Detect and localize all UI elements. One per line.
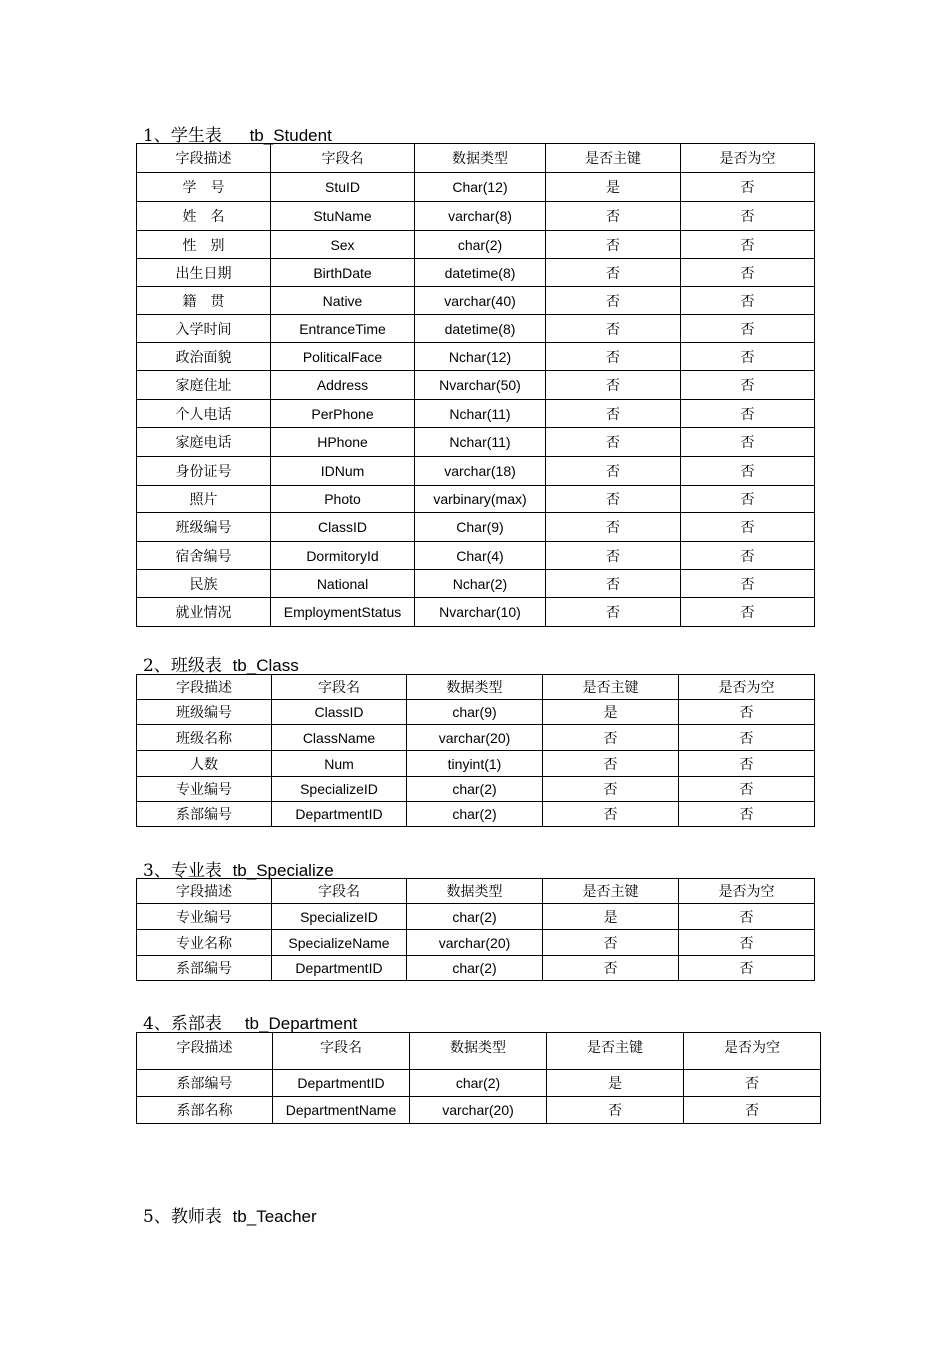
table-cell: Nchar(11) (415, 428, 546, 457)
table-cell: 否 (546, 570, 681, 598)
table-cell: varbinary(max) (415, 486, 546, 513)
table-cell: 否 (543, 956, 679, 981)
table-cell: StuName (271, 202, 415, 231)
table-cell: char(2) (407, 904, 543, 930)
student-table (136, 143, 815, 627)
table-row (137, 956, 815, 981)
header-row (137, 144, 815, 173)
table-cell: PoliticalFace (271, 343, 415, 371)
column-header: 数据类型 (410, 1033, 547, 1070)
column-header: 是否主键 (543, 675, 679, 700)
table-cell: 籍 贯 (137, 287, 271, 315)
table-cell: 家庭电话 (137, 428, 271, 457)
table-cell: Nchar(12) (415, 343, 546, 371)
table-cell: 否 (543, 930, 679, 956)
table-cell: varchar(20) (410, 1097, 547, 1124)
header-row (137, 879, 815, 904)
table-cell: 身份证号 (137, 457, 271, 486)
table-cell: char(2) (410, 1070, 547, 1097)
table-cell: 否 (546, 343, 681, 371)
column-header: 是否主键 (546, 144, 681, 173)
header-row (137, 1033, 821, 1070)
table-cell: 否 (681, 400, 815, 428)
table-cell: 专业编号 (137, 777, 272, 802)
table-cell: Nvarchar(50) (415, 371, 546, 400)
table-cell: 系部编号 (137, 956, 272, 981)
table-cell: 否 (684, 1070, 821, 1097)
table-row (137, 1097, 821, 1124)
section-title-text: 2、班级表 (143, 656, 222, 676)
table-cell: 入学时间 (137, 315, 271, 343)
table-row (137, 400, 815, 428)
table-cell: char(2) (407, 802, 543, 827)
table-cell: 否 (681, 570, 815, 598)
table-cell: DepartmentID (272, 802, 407, 827)
table-cell: 否 (679, 777, 815, 802)
table-cell: 学 号 (137, 173, 271, 202)
table-cell: Native (271, 287, 415, 315)
table-cell: 否 (679, 904, 815, 930)
table-cell: 照片 (137, 486, 271, 513)
table-cell: 系部编号 (137, 1070, 273, 1097)
section-title-text: 5、教师表 (143, 1207, 222, 1227)
column-header: 数据类型 (407, 879, 543, 904)
table-name: tb_Teacher (232, 1207, 317, 1226)
section-title-teacher (143, 1202, 317, 1227)
table-row (137, 371, 815, 400)
column-header: 是否为空 (679, 879, 815, 904)
table-cell: 民族 (137, 570, 271, 598)
table-cell: ClassID (271, 513, 415, 542)
table-cell: varchar(18) (415, 457, 546, 486)
table-cell: 班级编号 (137, 513, 271, 542)
specialize-table (136, 878, 815, 981)
table-cell: 否 (681, 173, 815, 202)
column-header: 字段描述 (137, 1033, 273, 1070)
table-cell: 否 (546, 598, 681, 627)
section-title-text: 3、专业表 (143, 861, 222, 881)
table-cell: Char(12) (415, 173, 546, 202)
table-cell: 否 (681, 371, 815, 400)
table-cell: 否 (684, 1097, 821, 1124)
table-cell: PerPhone (271, 400, 415, 428)
table-cell: DepartmentID (273, 1070, 410, 1097)
table-row (137, 751, 815, 777)
table-cell: 家庭住址 (137, 371, 271, 400)
table-cell: varchar(20) (407, 725, 543, 751)
table-row (137, 1070, 821, 1097)
section-title-text: 4、系部表 (143, 1014, 222, 1034)
table-cell: DormitoryId (271, 542, 415, 570)
column-header: 字段描述 (137, 675, 272, 700)
table-cell: Nchar(11) (415, 400, 546, 428)
table-cell: 宿舍编号 (137, 542, 271, 570)
column-header: 字段描述 (137, 144, 271, 173)
table-cell: 否 (546, 400, 681, 428)
table-cell: Address (271, 371, 415, 400)
table-cell: 否 (543, 725, 679, 751)
section-title-department (143, 1009, 357, 1034)
table-row (137, 259, 815, 287)
table-cell: 否 (681, 428, 815, 457)
table-cell: DepartmentID (272, 956, 407, 981)
table-cell: char(2) (415, 231, 546, 259)
table-row (137, 802, 815, 827)
table-cell: 否 (546, 542, 681, 570)
table-cell: IDNum (271, 457, 415, 486)
table-row (137, 343, 815, 371)
column-header: 是否为空 (684, 1033, 821, 1070)
table-cell: 性 别 (137, 231, 271, 259)
table-cell: 出生日期 (137, 259, 271, 287)
table-cell: 否 (681, 457, 815, 486)
table-cell: 否 (681, 343, 815, 371)
table-cell: 否 (681, 231, 815, 259)
table-cell: 系部名称 (137, 1097, 273, 1124)
table-row (137, 542, 815, 570)
table-name: tb_Department (244, 1014, 358, 1033)
table-row (137, 486, 815, 513)
table-row (137, 428, 815, 457)
table-cell: varchar(40) (415, 287, 546, 315)
column-header: 字段描述 (137, 879, 272, 904)
table-cell: 否 (546, 428, 681, 457)
table-cell: char(9) (407, 700, 543, 725)
table-cell: BirthDate (271, 259, 415, 287)
department-table (136, 1032, 821, 1124)
table-cell: 否 (681, 202, 815, 231)
table-cell: 否 (543, 777, 679, 802)
table-cell: 人数 (137, 751, 272, 777)
table-cell: 否 (679, 751, 815, 777)
table-cell: 否 (679, 725, 815, 751)
table-row (137, 700, 815, 725)
column-header: 数据类型 (407, 675, 543, 700)
table-cell: 否 (546, 486, 681, 513)
table-cell: 否 (546, 231, 681, 259)
table-cell: 否 (681, 259, 815, 287)
column-header: 字段名 (271, 144, 415, 173)
table-row (137, 513, 815, 542)
column-header: 字段名 (273, 1033, 410, 1070)
table-cell: 否 (547, 1097, 684, 1124)
table-cell: Photo (271, 486, 415, 513)
table-cell: Sex (271, 231, 415, 259)
table-cell: tinyint(1) (407, 751, 543, 777)
column-header: 字段名 (272, 879, 407, 904)
table-cell: char(2) (407, 777, 543, 802)
table-row (137, 598, 815, 627)
table-cell: 个人电话 (137, 400, 271, 428)
table-row (137, 231, 815, 259)
table-cell: 是 (547, 1070, 684, 1097)
table-row (137, 777, 815, 802)
table-cell: 班级编号 (137, 700, 272, 725)
table-cell: Nvarchar(10) (415, 598, 546, 627)
table-row (137, 930, 815, 956)
section-title-class (143, 651, 299, 676)
table-cell: 否 (546, 371, 681, 400)
table-name: tb_Specialize (232, 861, 334, 880)
table-cell: HPhone (271, 428, 415, 457)
table-cell: 否 (546, 513, 681, 542)
table-cell: National (271, 570, 415, 598)
table-name: tb_Student (249, 126, 332, 145)
table-cell: Char(4) (415, 542, 546, 570)
table-cell: 否 (679, 802, 815, 827)
table-row (137, 904, 815, 930)
table-cell: StuID (271, 173, 415, 202)
table-cell: 否 (546, 457, 681, 486)
column-header: 是否主键 (543, 879, 679, 904)
table-cell: DepartmentName (273, 1097, 410, 1124)
table-cell: 否 (546, 202, 681, 231)
table-cell: varchar(20) (407, 930, 543, 956)
table-cell: 否 (679, 956, 815, 981)
table-cell: 是 (543, 904, 679, 930)
table-cell: 否 (543, 802, 679, 827)
table-cell: 是 (546, 173, 681, 202)
table-row (137, 457, 815, 486)
column-header: 是否为空 (679, 675, 815, 700)
table-cell: SpecializeID (272, 904, 407, 930)
table-cell: ClassName (272, 725, 407, 751)
table-row (137, 287, 815, 315)
table-cell: SpecializeID (272, 777, 407, 802)
table-row (137, 173, 815, 202)
table-cell: 否 (681, 486, 815, 513)
table-row (137, 315, 815, 343)
section-title-text: 1、学生表 (143, 126, 222, 146)
table-row (137, 570, 815, 598)
table-cell: 否 (546, 315, 681, 343)
table-cell: 就业情况 (137, 598, 271, 627)
table-cell: datetime(8) (415, 259, 546, 287)
table-cell: 否 (543, 751, 679, 777)
table-cell: 是 (543, 700, 679, 725)
table-cell: 否 (546, 287, 681, 315)
table-cell: 姓 名 (137, 202, 271, 231)
table-cell: varchar(8) (415, 202, 546, 231)
table-cell: Num (272, 751, 407, 777)
table-row (137, 725, 815, 751)
table-cell: EmploymentStatus (271, 598, 415, 627)
table-cell: ClassID (272, 700, 407, 725)
table-cell: 政治面貌 (137, 343, 271, 371)
table-name: tb_Class (232, 656, 299, 675)
table-cell: Nchar(2) (415, 570, 546, 598)
table-cell: 否 (546, 259, 681, 287)
table-cell: Char(9) (415, 513, 546, 542)
table-cell: EntranceTime (271, 315, 415, 343)
column-header: 数据类型 (415, 144, 546, 173)
table-cell: 否 (681, 598, 815, 627)
table-cell: 否 (679, 700, 815, 725)
table-cell: char(2) (407, 956, 543, 981)
table-cell: 专业名称 (137, 930, 272, 956)
table-cell: 否 (681, 287, 815, 315)
column-header: 是否主键 (547, 1033, 684, 1070)
table-cell: 专业编号 (137, 904, 272, 930)
table-cell: SpecializeName (272, 930, 407, 956)
table-cell: 否 (679, 930, 815, 956)
column-header: 是否为空 (681, 144, 815, 173)
table-cell: 否 (681, 315, 815, 343)
table-cell: datetime(8) (415, 315, 546, 343)
table-cell: 否 (681, 542, 815, 570)
header-row (137, 675, 815, 700)
table-cell: 系部编号 (137, 802, 272, 827)
class-table (136, 674, 815, 827)
table-cell: 否 (681, 513, 815, 542)
table-cell: 班级名称 (137, 725, 272, 751)
table-row (137, 202, 815, 231)
column-header: 字段名 (272, 675, 407, 700)
